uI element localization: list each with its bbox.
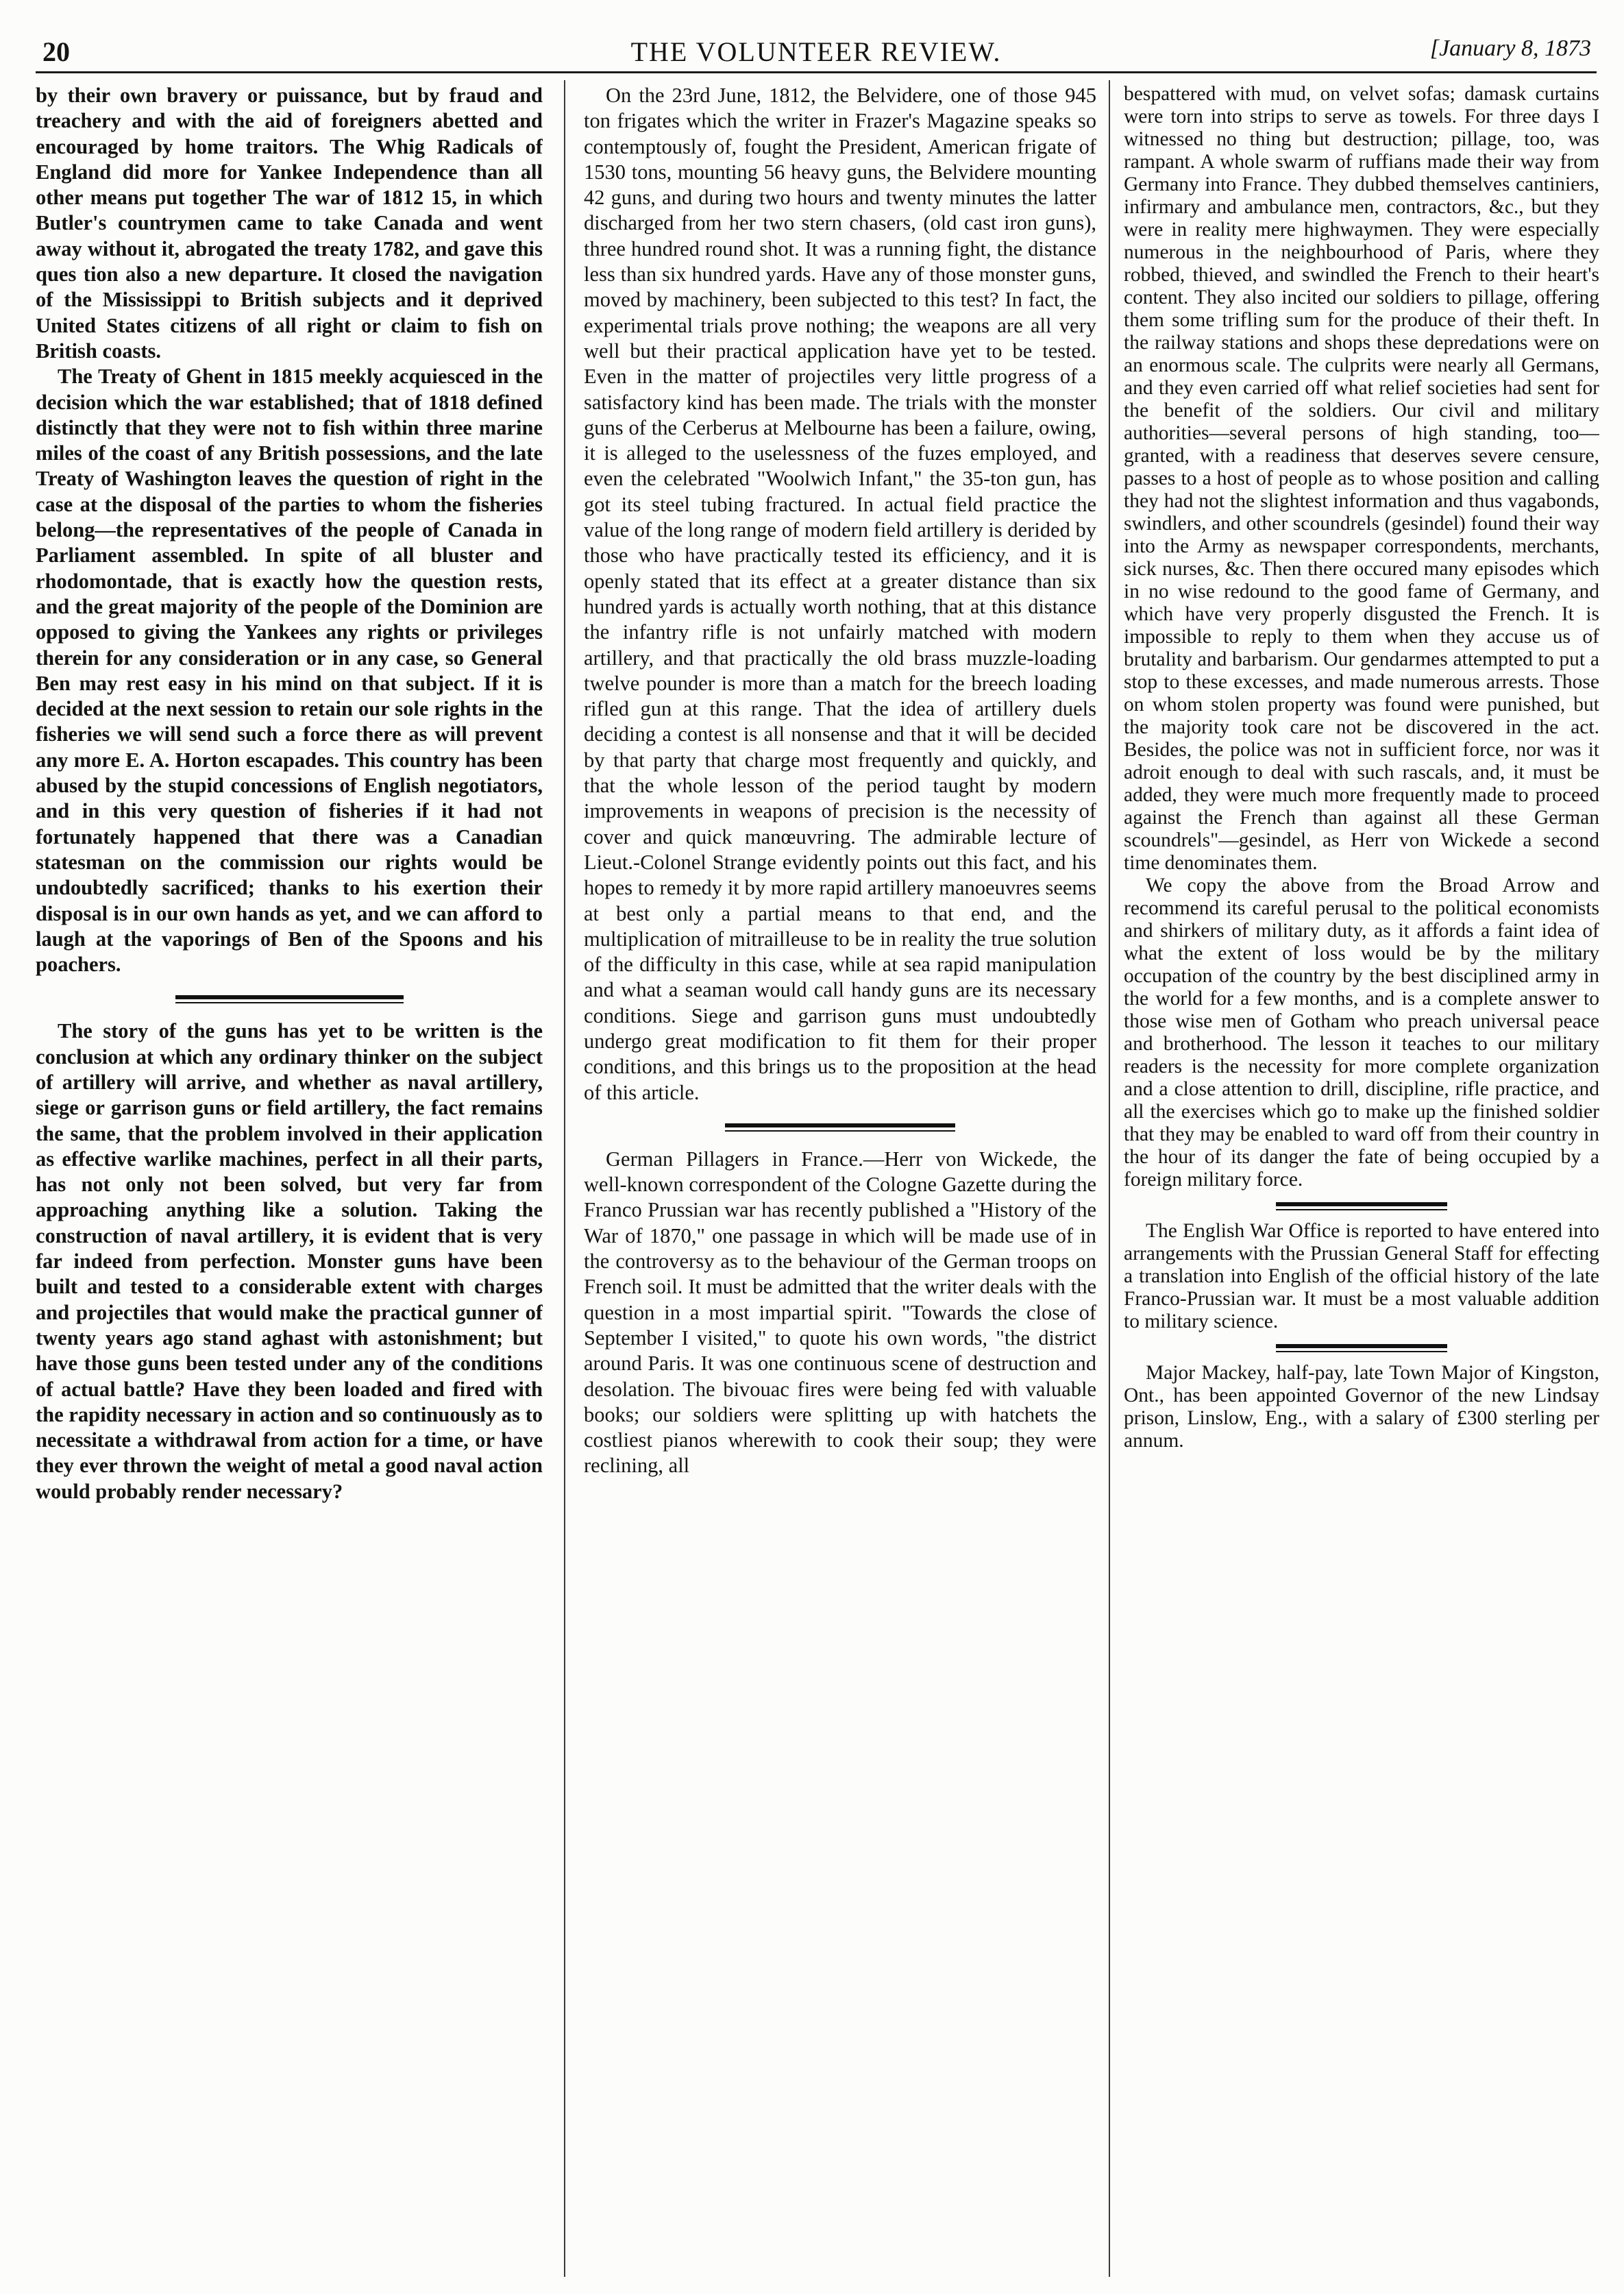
commentary-paragraph: We copy the above from the Broad Arrow and recommend its careful perusal to the political economists and shirkers of military duty, as it affords a faint idea of what the extent of loss would be by the military occupation of the country by the best disciplined army in the world for a few months, and is a complete answer to those wise men of Gotham who preach universal peace and brotherhood. The lesson it teaches to our military readers is the necessity for more complete organization and a close attention to drill, discipline, rifle practice, and all the exercises which go to make up the finished soldier that they may be enabled to ward off from their country in the hour of its danger the fate of being occupied by a foreign military force. <box>1124 875 1599 1191</box>
major-mackey-paragraph: Major Mackey, half-pay, late Town Major of Kingston, Ont., has been appointed Governor of the new Lindsay prison, Linslow, Eng., with a salary of £300 sterling per annum. <box>1124 1362 1599 1452</box>
fisheries-paragraph-2: The Treaty of Ghent in 1815 meekly acquiesced in the decision which the war established; that of 1818 defined distinctly that they were not to fish within three marine miles of the coast of any British possessions, and the late Treaty of Washington leaves the question of right in the case at the disposal of the parties to whom the fisheries belong—the representatives of the people of Canada in Parliament assembled. In spite of all bluster and rhodomontade, that is exactly how the question rests, and the great majority of the people of the Dominion are opposed to giving the Yankees any rights or privileges therein for any consideration or in any case, so General Ben may rest easy in his mind on that subject. If it is decided at the next session to retain our sole rights in the fisheries we will send such a force there as will prevent any more E. A. Horton escapades. This country has been abused by the stupid concessions of English negotiators, and in this very question of fisheries if it had not fortunately happened that there was a Canadian statesman on the commission our rights would be undoubtedly sacrificed; thanks to his exertion their disposal is in our own hands as yet, and we can afford to laugh at the vaporings of Ben of the Spoons and his poachers. <box>36 365 543 977</box>
war-office-paragraph: The English War Office is reported to have entered into arrangements with the Prussian General Staff for effecting a translation into English of the official history of the late Franco-Prussian war. It must be a most valuable addition to military science. <box>1124 1220 1599 1332</box>
page-header <box>36 36 1597 73</box>
column-left <box>36 83 543 2276</box>
pillagers-paragraph-1: German Pillagers in France.—Herr von Wickede, the well-known correspondent of the Cologne Gazette during the Franco Prussian war has recently published a "History of the War of 1870," one passage in which will be made use of in the controversy as to the behaviour of the German troops on French soil. It must be admitted that the writer deals with the question in a most impartial spirit. "Towards the close of September I visited," to quote his own words, "the district around Paris. It was one continuous scene of destruction and desolation. The bivouac fires were being fed with valuable books; our soldiers were splitting up with hatchets the costliest pianos wherewith to cook their soup; they were reclining, all <box>584 1147 1096 1478</box>
pillagers-paragraph-2: bespattered with mud, on velvet sofas; damask curtains were torn into strips to serve as towels. For three days I witnessed no thing but destruction; pillage, too, was rampant. A whole swarm of ruffians made their way from Germany into France. They dubbed themselves cantiniers, infirmary and ambulance men, contractors, &c., but they were in reality mere highwaymen. They were especially numerous in the neighbourhood of Paris, where they robbed, thieved, and swindled the French to their heart's content. They also incited our soldiers to pillage, offering them some trifling sum for the produce of their theft. In the railway stations and shops these depredations were on an enormous scale. The culprits were nearly all Germans, and they even carried off what relief societies had sent for the benefit of the soldiers. Our civil and military authorities—several persons of high standing, too—granted, with a readiness that deserves severe censure, passes to a host of people as to whose position and calling they had not the slightest information and thus vagabonds, swindlers, and other scoundrels (gesindel) found their way into the Army as newspaper correspondents, merchants, sick nurses, &c. Then there occured many episodes which in no wise redound to the good fame of Germany, and which have very properly disgusted the French. It is impossible to reply to them when they accuse us of brutality and barbarism. Our gendarmes attempted to put a stop to these excesses, and made numerous arrests. Those on whom stolen property was found were punished, but the majority took care not be discovered in the act. Besides, the police was not in sufficient force, nor was it adroit enough to deal with such rascals, and, it must be added, they were much more frequently made to proceed against the French than against all these German scoundrels"—gesindel, as Herr von Wickede a second time denominates them. <box>1124 83 1599 874</box>
publication-title: THE VOLUNTEER REVIEW. <box>630 36 1002 67</box>
section-divider <box>725 1123 956 1132</box>
section-divider <box>175 995 404 1003</box>
section-divider <box>1276 1344 1447 1352</box>
column-middle <box>584 83 1096 2276</box>
guns-paragraph-1: The story of the guns has yet to be written is the conclusion at which any ordinary thinker on the subject of artillery will arrive, and whether as naval artillery, siege or garrison guns or field artillery, the fact remains the same, that the problem involved in their application as effective warlike machines, perfect in all their parts, has not only not been solved, but very far from approaching anything like a solution. Taking the construction of naval artillery, it is evident that is very far indeed from perfection. Monster guns have been built and tested to a considerable extent with charges and projectiles that would make the practical gunner of twenty years ago stand aghast with astonishment; but have those guns been tested under any of the conditions of actual battle? Have they been loaded and fired with the rapidity necessary in action and so continuously as to necessitate a withdrawal from action for a time, or have they ever thrown the weight of metal a good naval action would probably render necessary? <box>36 1019 543 1503</box>
issue-date: [January 8, 1873 <box>1429 36 1591 61</box>
column-divider <box>1109 80 1110 2277</box>
column-right <box>1124 83 1599 2276</box>
section-divider <box>1276 1202 1447 1210</box>
column-divider <box>564 80 565 2277</box>
fisheries-paragraph-1: by their own bravery or puissance, but by fraud and treachery and with the aid of foreigners abetted and encouraged by home traitors. The Whig Radicals of England did more for Yankee Independence than all other means put together The war of 1812 15, in which Butler's countrymen came to take Canada and went away without it, abrogated the treaty 1782, and gave this ques tion also a new departure. It closed the navigation of the Mississippi to British subjects and it deprived United States citizens of all right or claim to fish on British coasts. <box>36 84 543 363</box>
page-number: 20 <box>42 36 70 67</box>
guns-paragraph-2: On the 23rd June, 1812, the Belvidere, one of those 945 ton frigates which the writer in Frazer's Magazine speaks so contemptously of, fought the President, American frigate of 1530 tons, mounting 56 heavy guns, the Belvidere mounting 42 guns, and during two hours and twenty minutes the latter discharged from her two stern chasers, (old cast iron guns), three hundred round shot. It was a running fight, the distance less than six hundred yards. Have any of those monster guns, moved by machinery, been subjected to this test? In fact, the experimental trials prove nothing; the weapons are all very well but their practical application have yet to be tested. Even in the matter of projectiles very little progress of a satisfactory kind has been made. The trials with the monster guns of the Cerberus at Melbourne has been a failure, owing, it is alleged to the uselessness of the fuzes employed, and even the celebrated "Woolwich Infant," the 35-ton gun, has got its steel tubing fractured. In actual field practice the value of the long range of modern field artillery is derided by those who have practically tested its efficiency, and it is openly stated that its effect at a greater distance than six hundred yards is actually worth nothing, that at this distance the infantry rifle is not unfairly matched with modern artillery, and that practically the old brass muzzle-loading twelve pounder is more than a match for the breech loading rifled gun at this range. That the idea of artillery duels deciding a contest is all nonsense and that it will be decided by that party that charge most frequently and quickly, and that the whole lesson of the period taught by modern improvements in weapons of precision is the necessity of cover and quick manœuvring. The admirable lecture of Lieut.-Colonel Strange evidently points out this fact, and his hopes to remedy it by more rapid artillery manoeuvres seems at best only a partial means to that end, and the multiplication of mitrailleuse to be in reality the true solution of the difficulty in this case, while at sea rapid manipulation and what a seaman would call handy guns are its necessary conditions. Siege and garrison guns must undoubtedly undergo great modification to fit them for their proper conditions, and this brings us to the proposition at the head of this article. <box>584 84 1096 1104</box>
article-columns <box>36 73 1597 2280</box>
